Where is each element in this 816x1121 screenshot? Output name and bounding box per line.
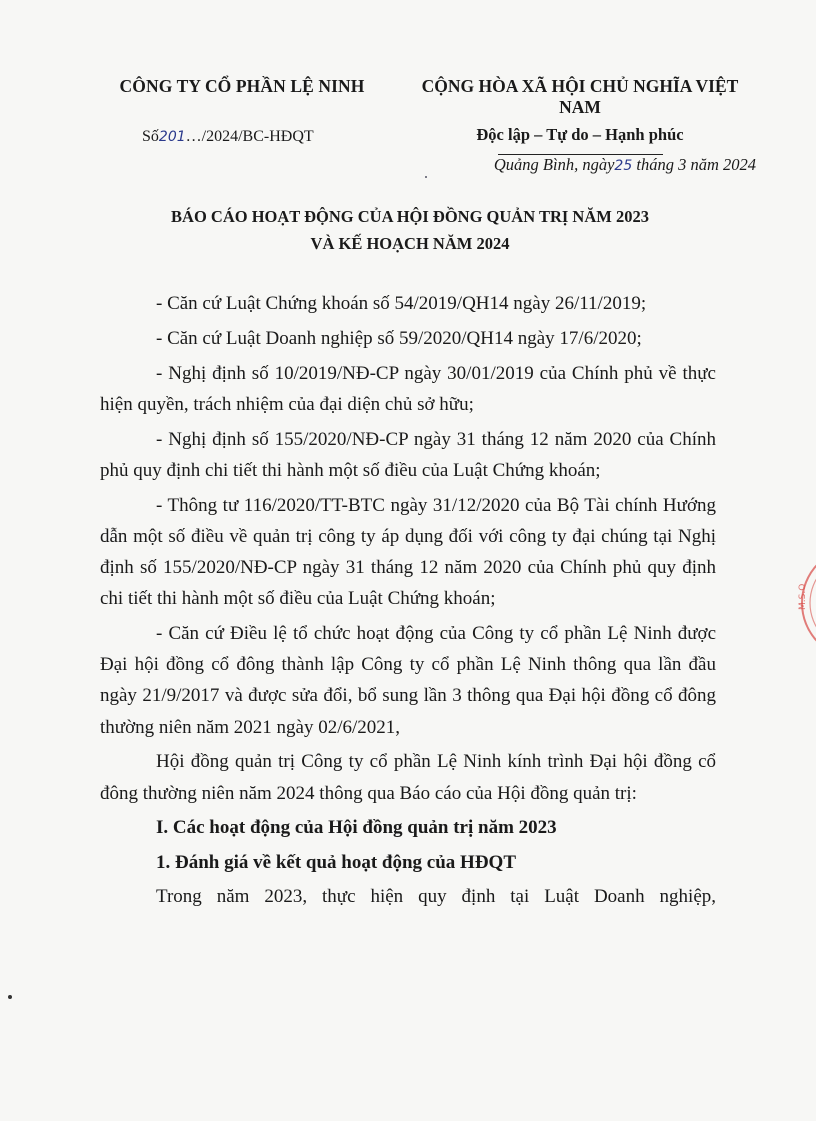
paragraph-intro: Hội đồng quản trị Công ty cổ phần Lệ Ninh kính trình Đại hội đồng cổ đông thường niên năm 2024 thông qua Báo cáo của Hội đồng quản trị: — [100, 751, 716, 804]
scan-speck-small — [425, 176, 427, 178]
day-handwritten: 25 — [614, 158, 633, 174]
place-date-prefix: Quảng Bình, ngày — [493, 155, 615, 174]
section-heading-1: I. Các hoạt động của Hội đồng quản trị năm 2023 — [156, 817, 557, 839]
scan-speck — [8, 995, 12, 999]
place-date-suffix: tháng 3 năm 2024 — [632, 155, 756, 174]
subsection-heading-1-1: 1. Đánh giá về kết quả hoạt động của HĐQT — [156, 851, 517, 873]
paragraph-legal-basis-6: - Căn cứ Điều lệ tổ chức hoạt động của Công ty cổ phần Lệ Ninh được Đại hội đồng cổ đông thành lập Công ty cổ phần Lệ Ninh thông qua lần đầu ngày 21/9/2017 và được sửa đổi, bổ sung lần 3 thông qua Đại hội đồng cổ đông thường niên năm 2021 ngày 02/6/2021, — [100, 623, 716, 738]
document-title — [60, 203, 760, 257]
paragraph-legal-basis-5: - Thông tư 116/2020/TT-BTC ngày 31/12/2020 của Bộ Tài chính Hướng dẫn một số điều về quản trị công ty áp dụng đối với công ty đại chúng tại Nghị định số 155/2020/NĐ-CP ngày 31 tháng 12 năm 2020 của Chính phủ quy định chi tiết thi hành một số điều của Luật Chứng khoán; — [100, 494, 716, 610]
national-motto: Độc lập – Tự do – Hạnh phúc — [476, 125, 684, 144]
paragraph-legal-basis-3: - Nghị định số 10/2019/NĐ-CP ngày 30/01/2019 của Chính phủ về thực hiện quyền, trách nhiệm của đại diện chủ sở hữu; — [100, 362, 716, 415]
stamp-text: M.S.O — [798, 583, 808, 610]
document-body — [100, 288, 716, 916]
document-number-prefix: Số — [142, 128, 159, 145]
document-number-handwritten: 201 — [158, 129, 186, 145]
header-left — [92, 76, 392, 145]
company-name: CÔNG TY CỔ PHẦN LỆ NINH — [119, 76, 365, 96]
paragraph-last-line: Trong năm 2023, thực hiện quy định tại Luật Doanh nghiệp, — [156, 885, 716, 907]
paragraph-legal-basis-4: - Nghị định số 155/2020/NĐ-CP ngày 31 tháng 12 năm 2020 của Chính phủ quy định chi tiết thi hành một số điều của Luật Chứng khoán; — [100, 428, 716, 481]
paragraph-legal-basis-1: - Căn cứ Luật Chứng khoán số 54/2019/QH14 ngày 26/11/2019; — [156, 293, 647, 314]
document-number-suffix: …/2024/BC-HĐQT — [185, 128, 314, 145]
title-line-2: VÀ KẾ HOẠCH NĂM 2024 — [310, 234, 510, 253]
document-number — [142, 128, 314, 146]
red-stamp-seal — [796, 548, 816, 658]
nation-name: CỘNG HÒA XÃ HỘI CHỦ NGHĨA VIỆT NAM — [421, 76, 739, 117]
header-right — [400, 76, 760, 155]
paragraph-legal-basis-2: - Căn cứ Luật Doanh nghiệp số 59/2020/QH14 ngày 17/6/2020; — [156, 327, 642, 349]
place-date — [494, 155, 756, 175]
title-line-1: BÁO CÁO HOẠT ĐỘNG CỦA HỘI ĐỒNG QUẢN TRỊ NĂM 2023 — [171, 207, 649, 226]
